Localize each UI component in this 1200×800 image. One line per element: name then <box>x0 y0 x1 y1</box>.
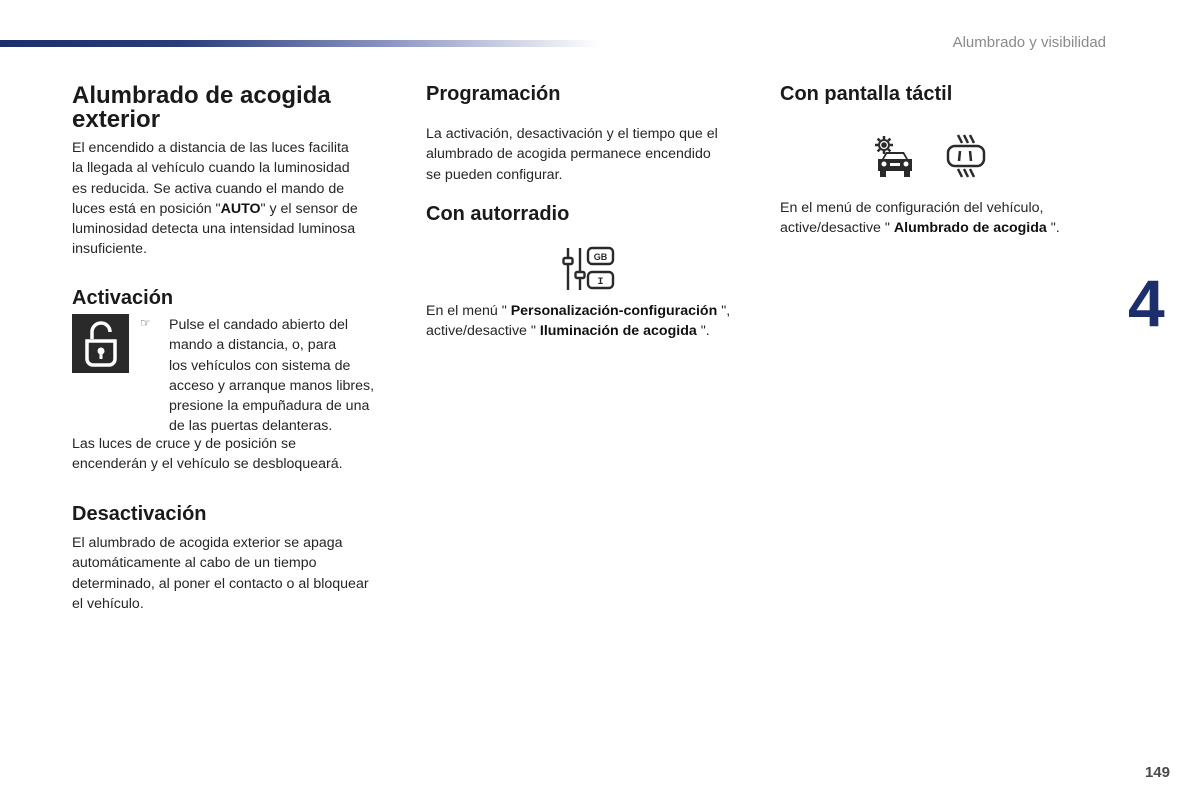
touchscreen-heading: Con pantalla táctil <box>780 83 953 105</box>
intro-paragraph: El encendido a distancia de las luces facilita la llegada al vehículo cuando la luminosidad es reducida. Se activa cuando el mando de luces está en posición "AUTO" y el sensor de luminosidad detecta una intensidad luminosa insuficiente. <box>72 140 358 258</box>
page-title: Alumbrado de acogida exterior <box>72 82 331 133</box>
header-gradient-bar <box>0 40 600 47</box>
programming-heading: Programación <box>426 83 561 105</box>
deactivation-paragraph: El alumbrado de acogida exterior se apaga automáticamente al cabo de un tiempo determinado, al poner el contacto o al bloquear el vehículo. <box>72 535 369 612</box>
radio-icon-label-i: I <box>597 277 604 288</box>
car-settings-icon <box>874 135 916 179</box>
touchscreen-instructions: En el menú de configuración del vehículo, active/desactive " Alumbrado de acogida ". <box>780 200 1060 237</box>
section-title: Alumbrado y visibilidad <box>952 34 1106 51</box>
page-number: 149 <box>1144 764 1170 781</box>
radio-instructions: En el menú " Personalización-configuración ", active/desactive " Iluminación de acogida ". <box>426 303 731 340</box>
programming-paragraph: La activación, desactivación y el tiempo que el alumbrado de acogida permanece encendido se pueden configurar. <box>426 126 718 183</box>
deactivation-heading: Desactivación <box>72 503 207 525</box>
activation-heading: Activación <box>72 287 174 309</box>
radio-heading: Con autorradio <box>426 203 570 225</box>
chapter-number: 4 <box>1128 266 1165 340</box>
radio-settings-icon <box>562 246 616 292</box>
radio-icon-label-gb: GB <box>593 252 608 262</box>
unlock-key-icon <box>72 314 129 373</box>
activation-steps: Pulse el candado abierto del mando a distancia, o, para los vehículos con sistema de acceso y arranque manos libres, presione la empuñadura de una de las puertas delanteras. <box>169 317 375 435</box>
activation-result: Las luces de cruce y de posición se encenderán y el vehículo se desbloqueará. <box>72 436 343 473</box>
hand-pointer-bullet-icon: ☞ <box>140 316 151 330</box>
exterior-lighting-icon <box>944 134 988 178</box>
